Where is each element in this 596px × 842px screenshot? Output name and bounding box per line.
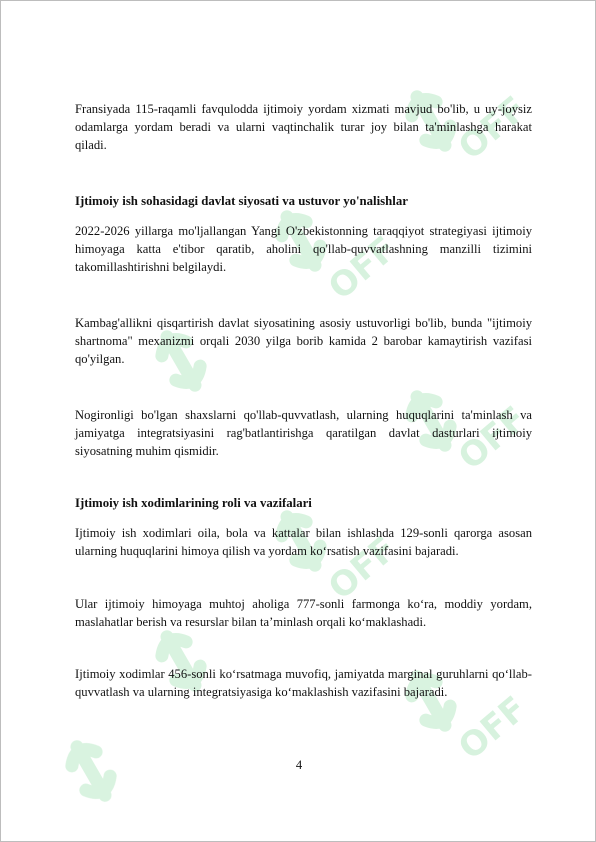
document-body: [75, 100, 535, 701]
svg-text:OFF: OFF: [321, 228, 405, 308]
paragraph-poverty-reduction: Kambag'allikni qisqartirish davlat siyosatining asosiy ustuvorligi bo'lib, bunda "ijtimoiy shartnoma" mexanizmi orqali 2030 yilga borib kamida 2 barobar kamaytirish vazifasi qo'yilgan.: [75, 316, 532, 366]
svg-text:OFF: OFF: [321, 528, 405, 608]
paragraph-france-emergency-service: Fransiyada 115-raqamli favqulodda ijtimoiy yordam xizmati mavjud bo'lib, u uy-joysiz odamlarga yordam beradi va ularni vaqtinchalik turar joy bilan ta'minlashga harakat qiladi.: [75, 102, 532, 152]
paragraph-material-assistance: Ular ijtimoiy himoyaga muhtoj aholiga 777-sonli farmonga ko‘ra, moddiy yordam, maslahatlar berish va resurslar bilan ta’minlash orqali ko‘maklashadi.: [75, 597, 532, 629]
paragraph-marginal-groups: Ijtimoiy xodimlar 456-sonli ko‘rsatmaga muvofiq, jamiyatda marginal guruhlarni qo‘llab-quvvatlash va ularning integratsiyasiga ko‘maklashish vazifasini bajaradi.: [75, 667, 532, 699]
svg-text:OFF: OFF: [451, 398, 535, 478]
svg-text:OFF: OFF: [451, 688, 535, 768]
paragraph-development-strategy: 2022-2026 yillarga mo'ljallangan Yangi O'zbekistonning taraqqiyot strategiyasi ijtimoiy himoyaga katta e'tibor qaratib, aholini qo'llab-quvvatlashning manzilli tizimini takomillashtirishni belgilaydi.: [75, 224, 532, 274]
section-heading-state-policy: Ijtimoiy ish sohasidagi davlat siyosati va ustuvor yo'nalishlar: [75, 194, 408, 208]
svg-text:OFF: OFF: [451, 88, 535, 168]
paragraph-disability-support: Nogironligi bo'lgan shaxslarni qo'llab-quvvatlash, ularning huquqlarini ta'minlash va jamiyatga integratsiyasini rag'batlantirishga qaratilgan davlat dasturlari ijtimoiy siyosatning muhim qismidir.: [75, 408, 532, 458]
page-number: 4: [295, 758, 303, 772]
section-heading-social-worker-roles: Ijtimoiy ish xodimlarining roli va vazifalari: [75, 496, 312, 510]
paragraph-social-worker-duties: Ijtimoiy ish xodimlari oila, bola va kattalar bilan ishlashda 129-sonli qarorga asosan ularning huquqlarini himoya qilish va yordam ko‘rsatish vazifasini bajaradi.: [75, 526, 532, 558]
